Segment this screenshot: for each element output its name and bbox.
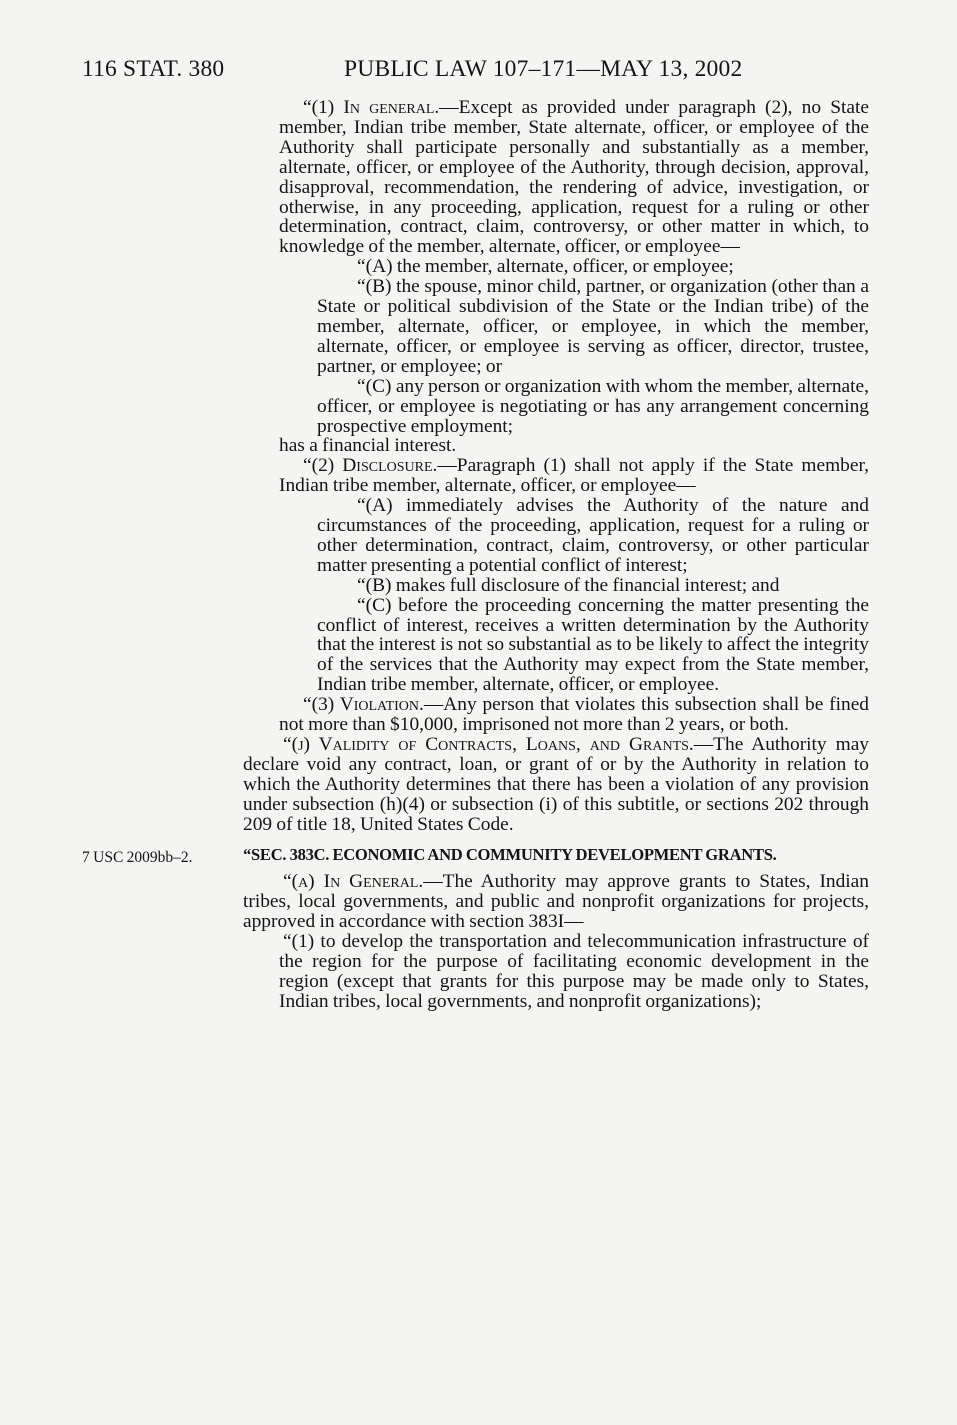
clause-2-b: “(B) makes full disclosure of the financial interest; and — [357, 574, 780, 596]
paragraph-text: —Except as provided under paragraph (2), no State member, Indian tribe member, State alternate, officer, or employee of the Authority shall participate personally and substantially as a member, alternate, officer, or employee of the Authority, through decision, approval, disapproval, recommendation, the rendering of advice, investigation, or otherwise, in any proceeding, application, request for a ruling or other determination, contract, claim, controversy, or other matter in which, to knowledge of the member, alternate, officer, or employee— — [279, 97, 869, 258]
subsection-j-validity — [243, 735, 869, 835]
subsection-a-in-general — [243, 872, 869, 932]
page-header — [82, 56, 842, 90]
paragraph-text: —Paragraph (1) shall not apply if the State member, Indian tribe member, alternate, officer, or employee— — [279, 455, 869, 497]
paragraph-3-violation — [243, 695, 869, 735]
margin-citation: 7 USC 2009bb–2. — [82, 848, 193, 866]
section-heading: “SEC. 383C. ECONOMIC AND COMMUNITY DEVELOPMENT GRANTS. — [243, 844, 777, 864]
stat-page-number: 116 STAT. 380 — [82, 56, 225, 82]
paragraph-heading: “(1) In general. — [303, 97, 440, 118]
paragraph-1-in-general — [243, 98, 869, 257]
clause-1-b: “(B) the spouse, minor child, partner, or organization (other than a State or political subdivision of the State or the Indian tribe) of the member, alternate, officer, or employee, in which the member, alternate, officer, or employee is serving as officer, director, trustee, partner, or employee; or — [317, 276, 869, 377]
paragraph-text: —Any person that violates this subsection shall be fined not more than $10,000, imprisoned not more than 2 years, or both. — [279, 694, 870, 736]
public-law-citation: PUBLIC LAW 107–171—MAY 13, 2002 — [344, 56, 743, 82]
subsection-text: —The Authority may approve grants to States, Indian tribes, local governments, and public and nonprofit organizations for projects, approved in accordance with section 383I— — [243, 871, 869, 933]
clause-2-c: “(C) before the proceeding concerning the matter presenting the conflict of interest, receives a written determination by the Authority that the interest is not so substantial as to be likely to affect the integrity of the services that the Authority may expect from the State member, Indian tribe member, alternate, officer, or employee. — [317, 594, 869, 696]
clause-2-a: “(A) immediately advises the Authority of the nature and circumstances of the proceeding, application, request for a ruling or other determination, contract, claim, controversy, or other particular matter presenting a potential conflict of interest; — [317, 495, 869, 576]
paragraph-1-tail: has a financial interest. — [279, 435, 457, 457]
subsection-heading: “(j) Validity of Contracts, Loans, and Grants. — [283, 734, 694, 755]
document-body — [82, 97, 870, 1012]
subsection-text: —The Authority may declare void any contract, loan, or grant of or by the Authority in relation to which the Authority determines that there has been a violation of any provision under subsection (h)(4) or subsection (i) of this subtitle, or sections 202 through 209 of title 18, United States Code. — [243, 734, 869, 835]
paragraph-2-disclosure — [243, 456, 869, 496]
paragraph-heading: “(2) Disclosure. — [303, 455, 438, 477]
paragraph-a-1: “(1) to develop the transportation and telecommunication infrastructure of the region for the purpose of facilitating economic development in the region (except that grants for this purpose may be made only to States, Indian tribes, local governments, and nonprofit organizations); — [279, 931, 869, 1012]
paragraph-heading: “(3) Violation. — [303, 694, 424, 716]
clause-1-c: “(C) any person or organization with whom the member, alternate, officer, or employee is negotiating or has any arrangement concerning prospective employment; — [317, 375, 869, 437]
section-383c-row — [82, 844, 869, 866]
clause-1-a: “(A) the member, alternate, officer, or employee; — [357, 256, 734, 278]
subsection-heading: “(a) In General. — [283, 871, 424, 893]
